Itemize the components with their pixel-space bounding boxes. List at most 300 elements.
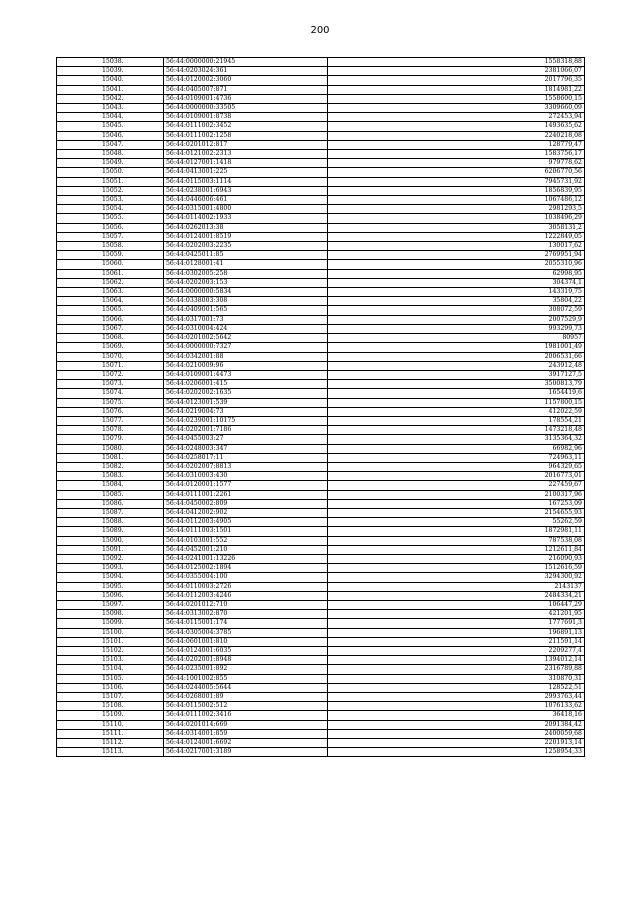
cadastral-value: 243912,48 bbox=[328, 361, 585, 370]
table-row bbox=[57, 315, 585, 324]
table-row bbox=[57, 58, 585, 67]
row-number: 15085. bbox=[57, 490, 164, 499]
cadastral-value: 1512616,59 bbox=[328, 564, 585, 573]
table-row bbox=[57, 554, 585, 563]
table-row bbox=[57, 610, 585, 619]
table-row bbox=[57, 398, 585, 407]
cadastral-number: 56:44:0120001:1577 bbox=[164, 481, 328, 490]
table-row bbox=[57, 122, 585, 131]
table-row bbox=[57, 251, 585, 260]
row-number: 15060. bbox=[57, 260, 164, 269]
cadastral-number: 56:44:0110003:2726 bbox=[164, 582, 328, 591]
row-number: 15057. bbox=[57, 232, 164, 241]
cadastral-number: 56:44:0338003:308 bbox=[164, 297, 328, 306]
cadastral-value: 964329,65 bbox=[328, 462, 585, 471]
cadastral-number: 56:44:0425011:85 bbox=[164, 251, 328, 260]
cadastral-value: 2143137 bbox=[328, 582, 585, 591]
cadastral-value: 66982,96 bbox=[328, 444, 585, 453]
cadastral-value: 2007529,9 bbox=[328, 315, 585, 324]
cadastral-value: 272453,94 bbox=[328, 113, 585, 122]
cadastral-number: 56:44:0248003:347 bbox=[164, 444, 328, 453]
row-number: 15042. bbox=[57, 94, 164, 103]
row-number: 15098. bbox=[57, 610, 164, 619]
cadastral-number: 56:44:0314001:859 bbox=[164, 729, 328, 738]
cadastral-value: 310870,31 bbox=[328, 674, 585, 683]
row-number: 15079. bbox=[57, 435, 164, 444]
cadastral-number: 56:44:0446006:461 bbox=[164, 196, 328, 205]
cadastral-number: 56:44:0202007:8813 bbox=[164, 462, 328, 471]
row-number: 15040. bbox=[57, 76, 164, 85]
cadastral-value: 304374,1 bbox=[328, 278, 585, 287]
cadastral-number: 56:44:0127001:1418 bbox=[164, 159, 328, 168]
table-row bbox=[57, 444, 585, 453]
cadastral-value: 2006531,66 bbox=[328, 352, 585, 361]
table-row bbox=[57, 288, 585, 297]
cadastral-number: 56:44:0239001:10175 bbox=[164, 416, 328, 425]
table-row bbox=[57, 85, 585, 94]
cadastral-value: 1076133,62 bbox=[328, 702, 585, 711]
table-row bbox=[57, 168, 585, 177]
cadastral-number: 56:44:0128001:41 bbox=[164, 260, 328, 269]
row-number: 15090. bbox=[57, 536, 164, 545]
cadastral-value: 143319,75 bbox=[328, 288, 585, 297]
table-row bbox=[57, 76, 585, 85]
cadastral-value: 2240218,08 bbox=[328, 131, 585, 140]
cadastral-value: 62998,95 bbox=[328, 269, 585, 278]
cadastral-number: 56:44:0201014:669 bbox=[164, 720, 328, 729]
row-number: 15104. bbox=[57, 665, 164, 674]
row-number: 15088. bbox=[57, 518, 164, 527]
cadastral-number: 56:44:0201012:817 bbox=[164, 140, 328, 149]
cadastral-value: 80957 bbox=[328, 334, 585, 343]
row-number: 15039. bbox=[57, 67, 164, 76]
cadastral-value: 1212611,84 bbox=[328, 545, 585, 554]
cadastral-number: 56:44:0112003:4246 bbox=[164, 591, 328, 600]
row-number: 15074. bbox=[57, 389, 164, 398]
cadastral-number: 56:44:0000000:7327 bbox=[164, 343, 328, 352]
cadastral-number: 56:44:0452001:210 bbox=[164, 545, 328, 554]
cadastral-value: 2993763,44 bbox=[328, 693, 585, 702]
cadastral-value: 196891,13 bbox=[328, 628, 585, 637]
cadastral-number: 56:44:0302005:258 bbox=[164, 269, 328, 278]
page-number: 200 bbox=[310, 25, 330, 36]
row-number: 15066. bbox=[57, 315, 164, 324]
row-number: 15097. bbox=[57, 600, 164, 609]
row-number: 15084. bbox=[57, 481, 164, 490]
table-row bbox=[57, 702, 585, 711]
row-number: 15083. bbox=[57, 472, 164, 481]
table-row bbox=[57, 656, 585, 665]
table-row bbox=[57, 104, 585, 113]
table-row bbox=[57, 481, 585, 490]
table-row bbox=[57, 435, 585, 444]
row-number: 15086. bbox=[57, 499, 164, 508]
cadastral-value: 128779,47 bbox=[328, 140, 585, 149]
cadastral-number: 56:44:0109001:4736 bbox=[164, 94, 328, 103]
cadastral-number: 56:44:0355004:100 bbox=[164, 573, 328, 582]
table-row bbox=[57, 370, 585, 379]
cadastral-value: 1872981,11 bbox=[328, 527, 585, 536]
table-row bbox=[57, 159, 585, 168]
row-number: 15071. bbox=[57, 361, 164, 370]
row-number: 15102. bbox=[57, 647, 164, 656]
table-row bbox=[57, 674, 585, 683]
table-row bbox=[57, 720, 585, 729]
cadastral-number: 56:44:0115002:512 bbox=[164, 702, 328, 711]
cadastral-number: 56:44:1001002:855 bbox=[164, 674, 328, 683]
cadastral-number: 56:44:0000000:5834 bbox=[164, 288, 328, 297]
cadastral-number: 56:44:0109001:4473 bbox=[164, 370, 328, 379]
row-number: 15061. bbox=[57, 269, 164, 278]
table-row bbox=[57, 324, 585, 333]
row-number: 15112. bbox=[57, 739, 164, 748]
row-number: 15096. bbox=[57, 591, 164, 600]
row-number: 15091. bbox=[57, 545, 164, 554]
row-number: 15073. bbox=[57, 380, 164, 389]
table-row bbox=[57, 260, 585, 269]
cadastral-value: 1981001,49 bbox=[328, 343, 585, 352]
table-row bbox=[57, 628, 585, 637]
cadastral-number: 56:44:0315001:4800 bbox=[164, 205, 328, 214]
cadastral-value: 227459,67 bbox=[328, 481, 585, 490]
cadastral-number: 56:44:0109001:8738 bbox=[164, 113, 328, 122]
cadastral-value: 1583756,17 bbox=[328, 150, 585, 159]
cadastral-number: 56:44:0268001:89 bbox=[164, 693, 328, 702]
cadastral-number: 56:44:0114002:1933 bbox=[164, 214, 328, 223]
cadastral-value: 216090,93 bbox=[328, 554, 585, 563]
row-number: 15105. bbox=[57, 674, 164, 683]
cadastral-value: 3294300,92 bbox=[328, 573, 585, 582]
cadastral-number: 56:44:0305004:3785 bbox=[164, 628, 328, 637]
table-row bbox=[57, 637, 585, 646]
cadastral-number: 56:44:0103001:552 bbox=[164, 536, 328, 545]
cadastral-number: 56:44:0111001:2261 bbox=[164, 490, 328, 499]
table-row bbox=[57, 462, 585, 471]
cadastral-number: 56:44:0201012:710 bbox=[164, 600, 328, 609]
cadastral-number: 56:44:0202002:1635 bbox=[164, 389, 328, 398]
row-number: 15078. bbox=[57, 426, 164, 435]
cadastral-value: 7945731,92 bbox=[328, 177, 585, 186]
cadastral-value: 2091384,42 bbox=[328, 720, 585, 729]
cadastral-number: 56:44:0238001:6943 bbox=[164, 186, 328, 195]
row-number: 15055. bbox=[57, 214, 164, 223]
row-number: 15063. bbox=[57, 288, 164, 297]
table-row bbox=[57, 278, 585, 287]
cadastral-value: 1038496,29 bbox=[328, 214, 585, 223]
row-number: 15099. bbox=[57, 619, 164, 628]
cadastral-number: 56:44:0124001:8519 bbox=[164, 232, 328, 241]
row-number: 15059. bbox=[57, 251, 164, 260]
table-row bbox=[57, 499, 585, 508]
row-number: 15068. bbox=[57, 334, 164, 343]
table-row bbox=[57, 426, 585, 435]
cadastral-value: 167253,09 bbox=[328, 499, 585, 508]
table-row bbox=[57, 177, 585, 186]
cadastral-number: 56:44:0202003:153 bbox=[164, 278, 328, 287]
cadastral-number: 56:44:0412002:902 bbox=[164, 508, 328, 517]
cadastral-value: 6206770,56 bbox=[328, 168, 585, 177]
table-row bbox=[57, 748, 585, 757]
row-number: 15101. bbox=[57, 637, 164, 646]
table-row bbox=[57, 647, 585, 656]
cadastral-number: 56:44:0120002:3060 bbox=[164, 76, 328, 85]
row-number: 15051. bbox=[57, 177, 164, 186]
cadastral-number: 56:44:0111002:3416 bbox=[164, 711, 328, 720]
row-number: 15053. bbox=[57, 196, 164, 205]
cadastral-value: 787538,08 bbox=[328, 536, 585, 545]
cadastral-value: 2100317,96 bbox=[328, 490, 585, 499]
table-row bbox=[57, 140, 585, 149]
table-row bbox=[57, 352, 585, 361]
table-row bbox=[57, 490, 585, 499]
cadastral-number: 56:44:0112003:4905 bbox=[164, 518, 328, 527]
table-row bbox=[57, 306, 585, 315]
table-row bbox=[57, 600, 585, 609]
row-number: 15113. bbox=[57, 748, 164, 757]
table-row bbox=[57, 582, 585, 591]
row-number: 15075. bbox=[57, 398, 164, 407]
cadastral-number: 56:44:0601001:810 bbox=[164, 637, 328, 646]
row-number: 15062. bbox=[57, 278, 164, 287]
cadastral-number: 56:44:0115003:1114 bbox=[164, 177, 328, 186]
row-number: 15093. bbox=[57, 564, 164, 573]
row-number: 15049. bbox=[57, 159, 164, 168]
cadastral-number: 56:44:0210009:96 bbox=[164, 361, 328, 370]
row-number: 15045. bbox=[57, 122, 164, 131]
cadastral-value: 3500813,79 bbox=[328, 380, 585, 389]
cadastral-value: 2400059,68 bbox=[328, 729, 585, 738]
table-row bbox=[57, 711, 585, 720]
table-row bbox=[57, 564, 585, 573]
row-number: 15082. bbox=[57, 462, 164, 471]
table-row bbox=[57, 619, 585, 628]
cadastral-number: 56:44:0262013:38 bbox=[164, 223, 328, 232]
table-row bbox=[57, 380, 585, 389]
cadastral-value: 412022,59 bbox=[328, 407, 585, 416]
cadastral-number: 56:44:0111002:1258 bbox=[164, 131, 328, 140]
cadastral-value: 1493635,62 bbox=[328, 122, 585, 131]
cadastral-value: 1067486,12 bbox=[328, 196, 585, 205]
cadastral-number: 56:44:0111003:1501 bbox=[164, 527, 328, 536]
table-row bbox=[57, 205, 585, 214]
row-number: 15050. bbox=[57, 168, 164, 177]
cadastral-value: 1222849,05 bbox=[328, 232, 585, 241]
table-row bbox=[57, 334, 585, 343]
row-number: 15092. bbox=[57, 554, 164, 563]
table-row bbox=[57, 472, 585, 481]
table-row bbox=[57, 297, 585, 306]
table-row bbox=[57, 536, 585, 545]
cadastral-number: 56:44:0124001:6035 bbox=[164, 647, 328, 656]
cadastral-value: 1558318,88 bbox=[328, 58, 585, 67]
cadastral-number: 56:44:0000000:21945 bbox=[164, 58, 328, 67]
cadastral-number: 56:44:0413001:225 bbox=[164, 168, 328, 177]
row-number: 15103. bbox=[57, 656, 164, 665]
table-row bbox=[57, 416, 585, 425]
cadastral-value: 211591,14 bbox=[328, 637, 585, 646]
cadastral-number: 56:44:0201002:5642 bbox=[164, 334, 328, 343]
cadastral-number: 56:44:0342001:88 bbox=[164, 352, 328, 361]
cadastral-value: 2316789,88 bbox=[328, 665, 585, 674]
cadastral-number: 56:44:0123001:539 bbox=[164, 398, 328, 407]
table-row bbox=[57, 223, 585, 232]
row-number: 15065. bbox=[57, 306, 164, 315]
cadastral-value: 2769951,94 bbox=[328, 251, 585, 260]
cadastral-number: 56:44:0235001:892 bbox=[164, 665, 328, 674]
cadastral-number: 56:44:0310003:430 bbox=[164, 472, 328, 481]
cadastral-number: 56:44:0450002:809 bbox=[164, 499, 328, 508]
row-number: 15076. bbox=[57, 407, 164, 416]
cadastral-value: 1394012,14 bbox=[328, 656, 585, 665]
table-row bbox=[57, 573, 585, 582]
cadastral-number: 56:44:0000000:33505 bbox=[164, 104, 328, 113]
row-number: 15056. bbox=[57, 223, 164, 232]
table-row bbox=[57, 150, 585, 159]
row-number: 15038. bbox=[57, 58, 164, 67]
cadastral-number: 56:44:0405007:871 bbox=[164, 85, 328, 94]
cadastral-number: 56:44:0202001:8948 bbox=[164, 656, 328, 665]
row-number: 15108. bbox=[57, 702, 164, 711]
table-row bbox=[57, 361, 585, 370]
table-row bbox=[57, 407, 585, 416]
table-row bbox=[57, 518, 585, 527]
row-number: 15054. bbox=[57, 205, 164, 214]
cadastral-value: 2154655,93 bbox=[328, 508, 585, 517]
row-number: 15041. bbox=[57, 85, 164, 94]
cadastral-number: 56:44:0121002:2313 bbox=[164, 150, 328, 159]
row-number: 15080. bbox=[57, 444, 164, 453]
cadastral-value: 2017796,35 bbox=[328, 76, 585, 85]
table-row bbox=[57, 693, 585, 702]
row-number: 15043. bbox=[57, 104, 164, 113]
table-row bbox=[57, 232, 585, 241]
row-number: 15109. bbox=[57, 711, 164, 720]
table-row bbox=[57, 729, 585, 738]
cadastral-value: 421201,95 bbox=[328, 610, 585, 619]
cadastral-number: 56:44:0206001:415 bbox=[164, 380, 328, 389]
cadastral-number: 56:44:0241001:13226 bbox=[164, 554, 328, 563]
cadastral-value: 1856839,95 bbox=[328, 186, 585, 195]
cadastral-value: 3309660,09 bbox=[328, 104, 585, 113]
table-row bbox=[57, 545, 585, 554]
table-row bbox=[57, 67, 585, 76]
row-number: 15064. bbox=[57, 297, 164, 306]
table-row bbox=[57, 214, 585, 223]
cadastral-value: 1654419,6 bbox=[328, 389, 585, 398]
table-row bbox=[57, 269, 585, 278]
table-row bbox=[57, 527, 585, 536]
table-row bbox=[57, 186, 585, 195]
cadastral-value: 106447,29 bbox=[328, 600, 585, 609]
cadastral-number: 56:44:0203024:361 bbox=[164, 67, 328, 76]
table-row bbox=[57, 739, 585, 748]
cadastral-number: 56:44:0258017:11 bbox=[164, 453, 328, 462]
cadastral-number: 56:44:0202001:7186 bbox=[164, 426, 328, 435]
cadastral-number: 56:44:0244005:5644 bbox=[164, 683, 328, 692]
row-number: 15087. bbox=[57, 508, 164, 517]
cadastral-value: 36418,16 bbox=[328, 711, 585, 720]
cadastral-value: 2055310,96 bbox=[328, 260, 585, 269]
row-number: 15110. bbox=[57, 720, 164, 729]
cadastral-value: 308072,59 bbox=[328, 306, 585, 315]
cadastral-value: 55262,59 bbox=[328, 518, 585, 527]
cadastral-value: 2016773,01 bbox=[328, 472, 585, 481]
cadastral-number: 56:44:0111002:3452 bbox=[164, 122, 328, 131]
cadastral-value: 2201913,14 bbox=[328, 739, 585, 748]
table-row bbox=[57, 343, 585, 352]
table-row bbox=[57, 242, 585, 251]
cadastral-value: 1258954,33 bbox=[328, 748, 585, 757]
cadastral-value: 1558600,15 bbox=[328, 94, 585, 103]
table-row bbox=[57, 113, 585, 122]
cadastral-number: 56:44:0219004:73 bbox=[164, 407, 328, 416]
cadastral-number: 56:44:0115001:174 bbox=[164, 619, 328, 628]
cadastral-number: 56:44:0125002:1894 bbox=[164, 564, 328, 573]
cadastral-number: 56:44:0124001:6692 bbox=[164, 739, 328, 748]
table-row bbox=[57, 389, 585, 398]
row-number: 15047. bbox=[57, 140, 164, 149]
table-row bbox=[57, 683, 585, 692]
row-number: 15046. bbox=[57, 131, 164, 140]
cadastral-value: 1473218,48 bbox=[328, 426, 585, 435]
cadastral-number: 56:44:0217001:3189 bbox=[164, 748, 328, 757]
cadastral-value: 1814981,22 bbox=[328, 85, 585, 94]
table-row bbox=[57, 94, 585, 103]
cadastral-number: 56:44:0317001:73 bbox=[164, 315, 328, 324]
cadastral-table bbox=[56, 57, 585, 757]
row-number: 15089. bbox=[57, 527, 164, 536]
cadastral-value: 35804,22 bbox=[328, 297, 585, 306]
row-number: 15081. bbox=[57, 453, 164, 462]
cadastral-value: 128522,51 bbox=[328, 683, 585, 692]
cadastral-value: 1157800,15 bbox=[328, 398, 585, 407]
row-number: 15094. bbox=[57, 573, 164, 582]
cadastral-table-body bbox=[57, 58, 585, 757]
row-number: 15048. bbox=[57, 150, 164, 159]
cadastral-value: 2484334,21 bbox=[328, 591, 585, 600]
row-number: 15106. bbox=[57, 683, 164, 692]
table-row bbox=[57, 131, 585, 140]
cadastral-value: 2209277,4 bbox=[328, 647, 585, 656]
row-number: 15111. bbox=[57, 729, 164, 738]
row-number: 15072. bbox=[57, 370, 164, 379]
cadastral-value: 979778,62 bbox=[328, 159, 585, 168]
row-number: 15058. bbox=[57, 242, 164, 251]
cadastral-value: 130017,62 bbox=[328, 242, 585, 251]
row-number: 15044. bbox=[57, 113, 164, 122]
cadastral-value: 3058131,2 bbox=[328, 223, 585, 232]
table-row bbox=[57, 508, 585, 517]
cadastral-number: 56:44:0455003:27 bbox=[164, 435, 328, 444]
cadastral-number: 56:44:0313002:870 bbox=[164, 610, 328, 619]
cadastral-number: 56:44:0202003:2235 bbox=[164, 242, 328, 251]
cadastral-value: 2981293,5 bbox=[328, 205, 585, 214]
cadastral-value: 993299,73 bbox=[328, 324, 585, 333]
row-number: 15095. bbox=[57, 582, 164, 591]
table-row bbox=[57, 665, 585, 674]
row-number: 15070. bbox=[57, 352, 164, 361]
table-row bbox=[57, 591, 585, 600]
row-number: 15107. bbox=[57, 693, 164, 702]
cadastral-value: 3135364,32 bbox=[328, 435, 585, 444]
row-number: 15069. bbox=[57, 343, 164, 352]
row-number: 15052. bbox=[57, 186, 164, 195]
cadastral-value: 2381066,07 bbox=[328, 67, 585, 76]
cadastral-value: 1777691,3 bbox=[328, 619, 585, 628]
row-number: 15067. bbox=[57, 324, 164, 333]
cadastral-value: 178554,21 bbox=[328, 416, 585, 425]
table-row bbox=[57, 196, 585, 205]
